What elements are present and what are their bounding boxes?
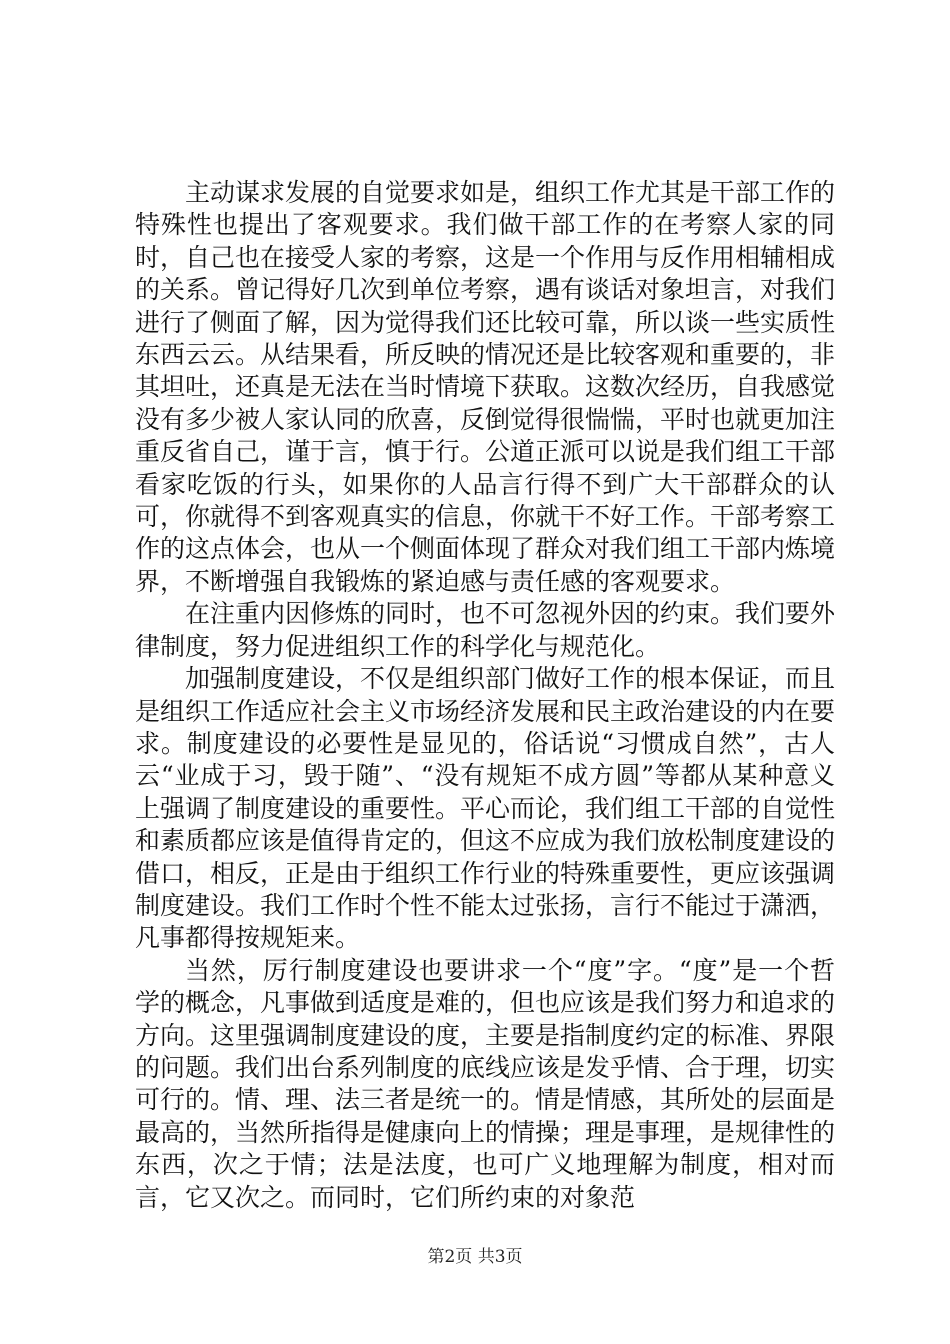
paragraph-1: 主动谋求发展的自觉要求如是，组织工作尤其是干部工作的特殊性也提出了客观要求。我们做干部工作的在考察人家的同时，自己也在接受人家的考察，这是一个作用与反作用相辅相成的关系。曾记得好几次到单位考察，遇有谈话对象坦言，对我们进行了侧面了解，因为觉得我们还比较可靠，所以谈一些实质性东西云云。从结果看，所反映的情况还是比较客观和重要的，非其坦吐，还真是无法在当时情境下获取。这数次经历，自我感觉没有多少被人家认同的欣喜，反倒觉得很惴惴，平时也就更加注重反省自己，谨于言，慎于行。公道正派可以说是我们组工干部看家吃饭的行头，如果你的人品言行得不到广大干部群众的认可，你就得不到客观真实的信息，你就干不好工作。干部考察工作的这点体会，也从一个侧面体现了群众对我们组工干部内炼境界，不断增强自我锻炼的紧迫感与责任感的客观要求。 — [135, 178, 836, 596]
paragraph-2: 在注重内因修炼的同时，也不可忽视外因的约束。我们要外律制度，努力促进组织工作的科学化与规范化。 — [135, 599, 836, 661]
page-footer — [0, 1246, 950, 1268]
paragraph-3: 加强制度建设，不仅是组织部门做好工作的根本保证，而且是组织工作适应社会主义市场经济发展和民主政治建设的内在要求。制度建设的必要性是显见的，俗话说“习惯成自然”，古人云“业成于习，毁于随”、“没有规矩不成方圆”等都从某种意义上强调了制度建设的重要性。平心而论，我们组工干部的自觉性和素质都应该是值得肯定的，但这不应成为我们放松制度建设的借口，相反，正是由于组织工作行业的特殊重要性，更应该强调制度建设。我们工作时个性不能太过张扬，言行不能过于潇洒，凡事都得按规矩来。 — [135, 664, 836, 953]
paragraph-4: 当然，厉行制度建设也要讲求一个“度”字。“度”是一个哲学的概念，凡事做到适度是难的，但也应该是我们努力和追求的方向。这里强调制度建设的度，主要是指制度约定的标准、界限的问题。我们出台系列制度的底线应该是发乎情、合于理，切实可行的。情、理、法三者是统一的。情是情感，其所处的层面是最高的，当然所指得是健康向上的情操；理是事理，是规律性的东西，次之于情；法是法度，也可广义地理解为制度，相对而言，它又次之。而同时，它们所约束的对象范 — [135, 955, 836, 1212]
document-body — [135, 177, 835, 1214]
page-number-label: 第2页 共3页 — [427, 1247, 523, 1267]
